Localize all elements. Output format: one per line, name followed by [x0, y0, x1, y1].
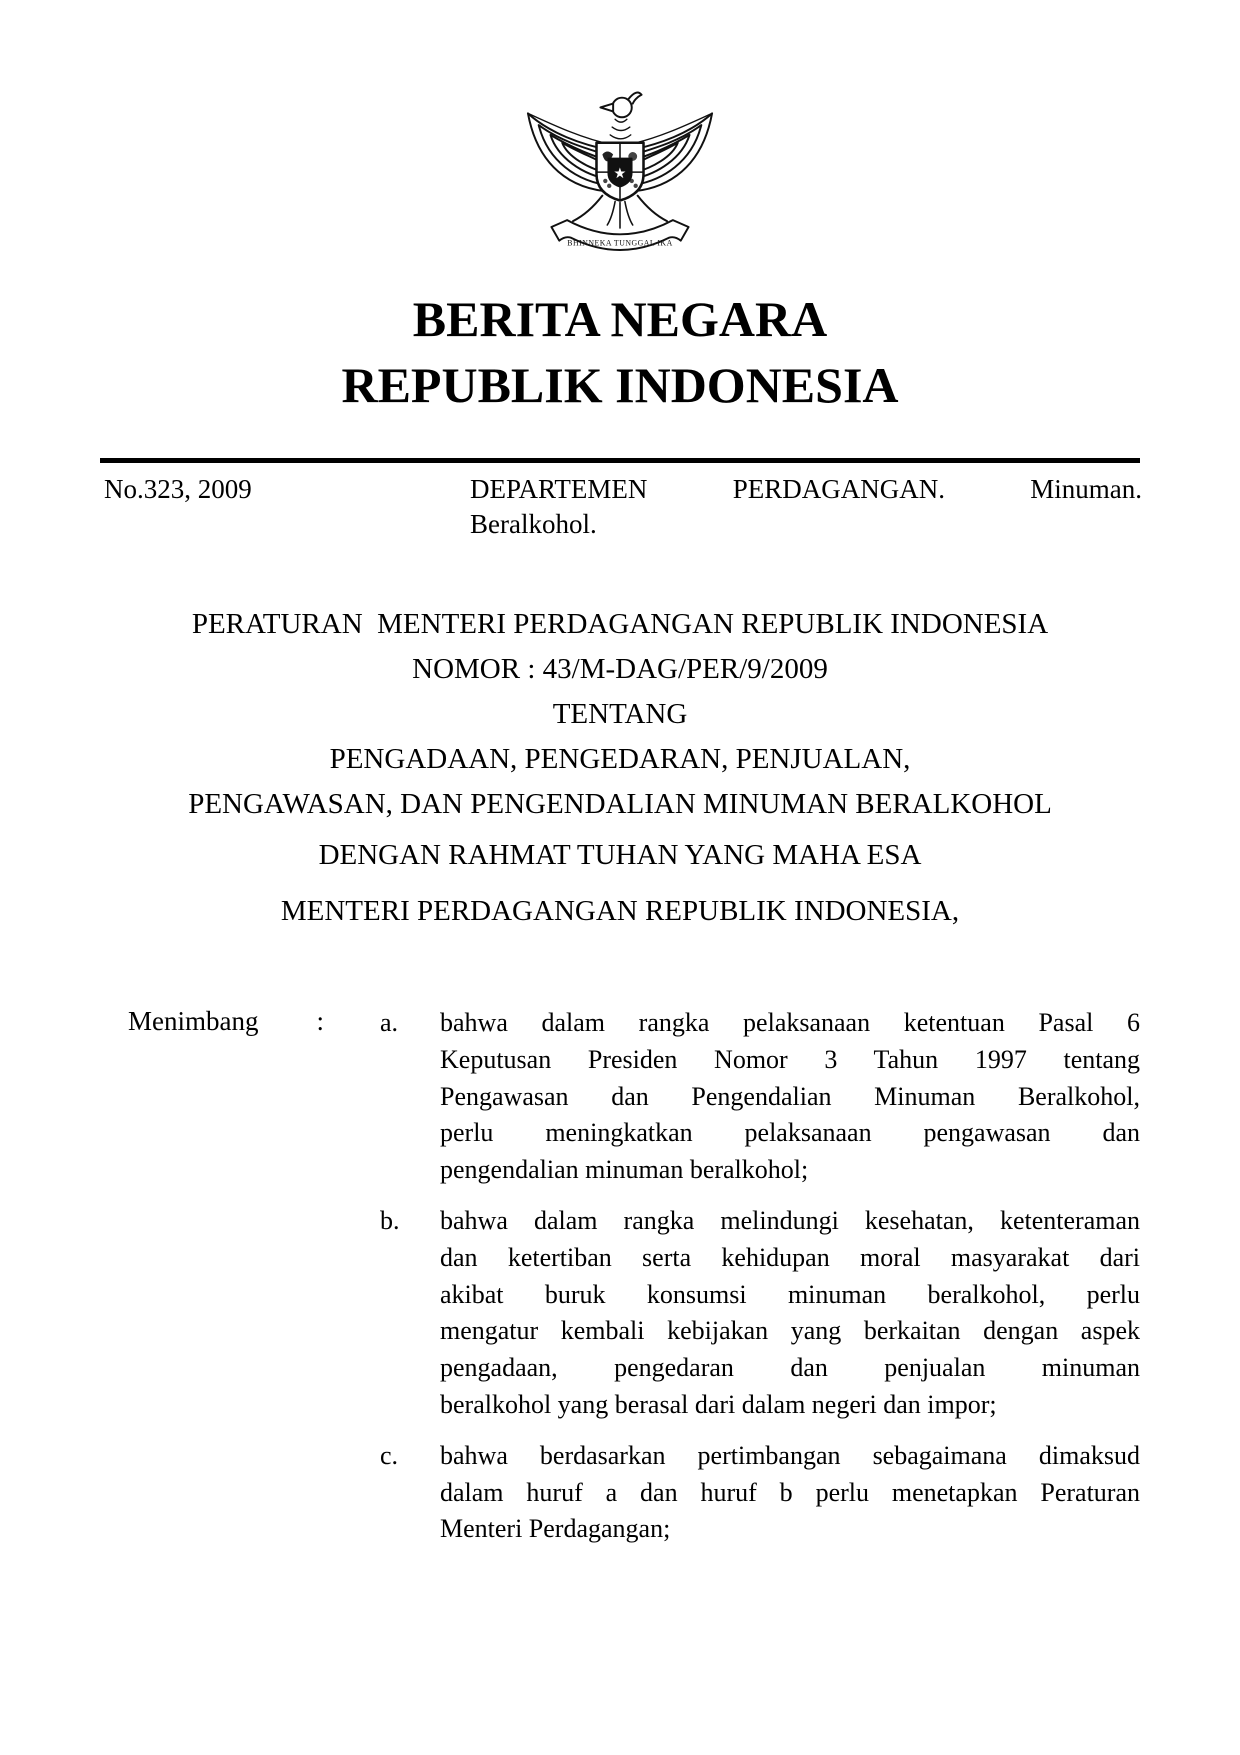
considering-label-text: Menimbang — [128, 1006, 259, 1036]
masthead-title — [0, 286, 1240, 418]
considering-item-b — [380, 1203, 1140, 1424]
subject-line2: Beralkohol. — [470, 509, 597, 539]
motto-text: BHINNEKA TUNGGAL IKA — [567, 238, 673, 248]
text-line: PENGADAAN, PENGEDARAN, PENJUALAN, — [329, 743, 911, 775]
subject-classification — [470, 472, 1142, 542]
text-line: Pengawasan dan Pengendalian Minuman Beralkohol, — [440, 1081, 1140, 1111]
regulation-title — [0, 602, 1240, 827]
star-icon: ★ — [613, 165, 627, 182]
garuda-pancasila-emblem — [522, 82, 718, 278]
garuda-emblem-graphic — [522, 82, 718, 273]
text-line: akibat buruk konsumsi minuman beralkohol, perlu — [440, 1279, 1140, 1309]
text-line: NOMOR : 43/M-DAG/PER/9/2009 — [412, 653, 828, 685]
text-line: PERATURAN MENTERI PERDAGANGAN REPUBLIK INDONESIA — [191, 608, 1049, 640]
text-line: PENGAWASAN, DAN PENGENDALIAN MINUMAN BERALKOHOL — [188, 788, 1052, 820]
item-letter: c. — [380, 1440, 399, 1470]
invocation-line: DENGAN RAHMAT TUHAN YANG MAHA ESA — [318, 839, 922, 871]
text-line: Menteri Perdagangan; — [440, 1514, 671, 1544]
considering-items — [380, 1005, 1140, 1548]
text-line: bahwa dalam rangka pelaksanaan ketentuan Pasal 6 — [440, 1008, 1140, 1037]
text-line: dan ketertiban serta kehidupan moral masyarakat dari — [440, 1242, 1140, 1272]
item-text — [440, 1438, 1140, 1548]
text-line: pengadaan, pengedaran dan penjualan minuman — [440, 1353, 1140, 1383]
item-text — [440, 1005, 1140, 1189]
masthead-divider-rule — [100, 458, 1140, 463]
text-line: Keputusan Presiden Nomor 3 Tahun 1997 tentang — [440, 1044, 1140, 1074]
text-line: mengatur kembali kebijakan yang berkaitan dengan aspek — [440, 1316, 1140, 1346]
item-text — [440, 1203, 1140, 1424]
considering-colon: : — [316, 1006, 324, 1036]
subject-line1: DEPARTEMEN PERDAGANGAN. Minuman. — [470, 474, 1142, 504]
considering-item-a — [380, 1005, 1140, 1189]
text-line: pengendalian minuman beralkohol; — [440, 1155, 809, 1185]
masthead-title-line2: REPUBLIK INDONESIA — [341, 357, 899, 413]
issuer-line: MENTERI PERDAGANGAN REPUBLIK INDONESIA, — [280, 895, 960, 927]
considering-label — [128, 1006, 324, 1037]
text-line: bahwa berdasarkan pertimbangan sebagaimana dimaksud — [440, 1440, 1140, 1470]
text-line: dalam huruf a dan huruf b perlu menetapkan Peraturan — [440, 1477, 1140, 1507]
text-line: TENTANG — [552, 698, 688, 730]
item-letter: a. — [380, 1008, 399, 1037]
text-line: perlu meningkatkan pelaksanaan pengawasan dan — [440, 1118, 1140, 1148]
item-letter: b. — [380, 1205, 400, 1235]
gazette-number: No.323, 2009 — [104, 474, 252, 504]
masthead-title-line1: BERITA NEGARA — [412, 291, 828, 347]
considering-item-c — [380, 1438, 1140, 1548]
text-line: bahwa dalam rangka melindungi kesehatan, ketenteraman — [440, 1205, 1140, 1235]
text-line: beralkohol yang berasal dari dalam negeri dan impor; — [440, 1389, 997, 1419]
